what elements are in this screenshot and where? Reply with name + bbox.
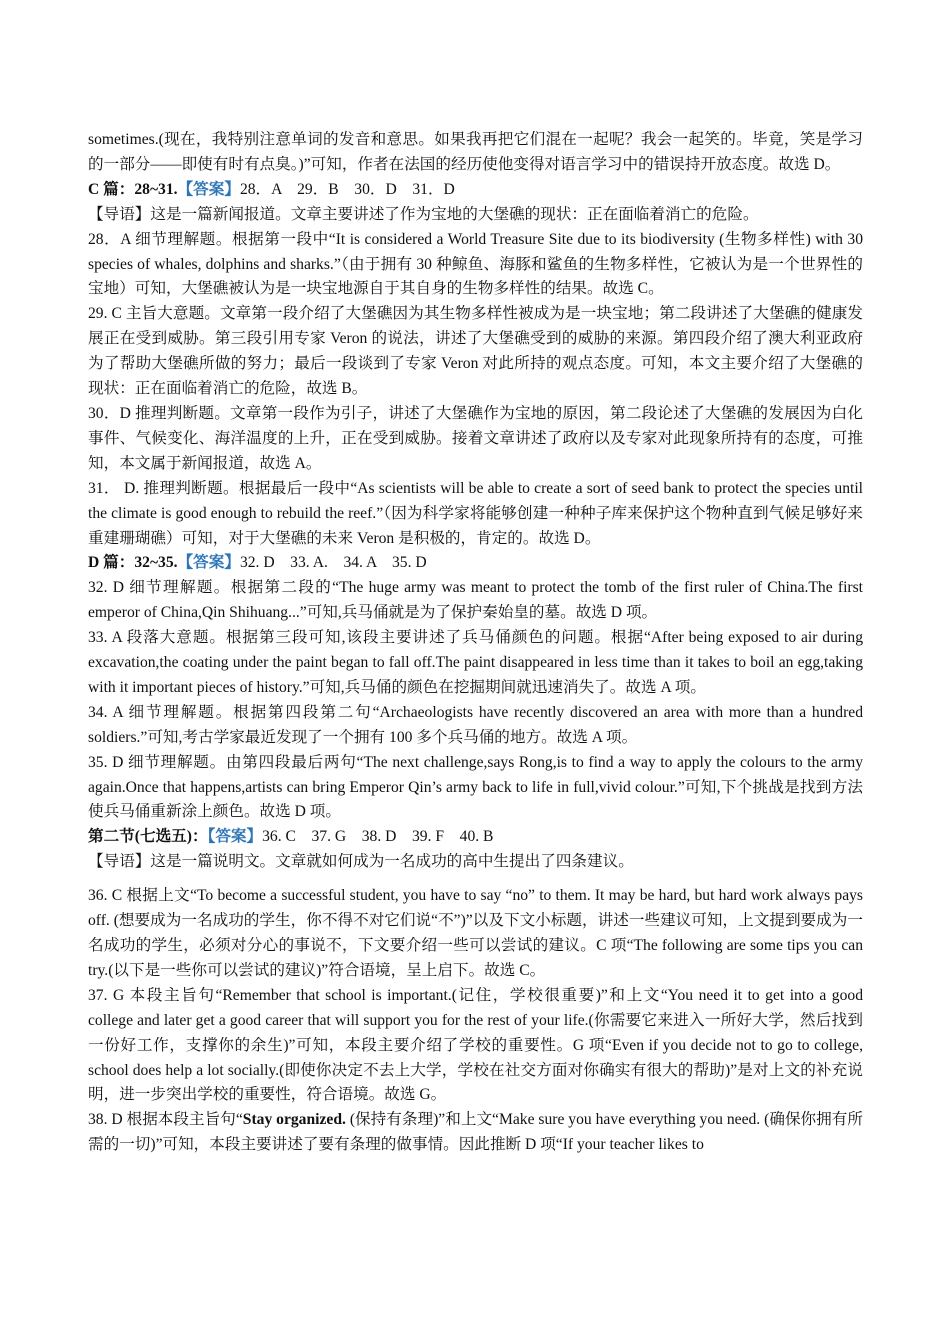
section-c-answer-line: [88, 178, 863, 203]
explanation-37: 37. G 本段主旨句“Remember that school is important.(记住，学校很重要)”和上文“You need it to get into a good college and later get a good career that will support you for the rest of your life.(你需要它来进入一所好大学，然后找到一份好工作，支撑你的余生)”可知，本段主要介绍了学校的重要性。G 项“Even if you decide not to go to college, school does help a lot socially.(即使你决定不去上大学，学校在社交方面对你确实有很大的帮助)”是对上文的补充说明，进一步突出学校的重要性，符合语境。故选 G。: [88, 986, 863, 1104]
section-d-answers: 32. D 33. A. 34. A 35. D: [239, 554, 427, 572]
paragraph-b-tail: sometimes.(现在，我特别注意单词的发音和意思。如果我再把它们混在一起呢？我会一起笑的。毕竟，笑是学习的一部分——即使有时有点臭。)”可知，作者在法国的经历使他变得对语言学习中的错误持开放态度。故选 D。: [88, 131, 863, 173]
answer-tag: 【答案】: [177, 554, 240, 572]
section-d-answer-line: [88, 551, 863, 576]
topic-sentence: Stay organized.: [242, 1111, 346, 1129]
section-2-answers: 36. C 37. G 38. D 39. F 40. B: [262, 828, 494, 846]
section-d-heading: D 篇：32~35.: [88, 554, 178, 572]
spacer: [88, 875, 863, 884]
answer-tag: 【答案】: [207, 828, 263, 846]
answer-tag: 【答案】: [177, 180, 240, 198]
explanation-29: 29. C 主旨大意题。文章第一段介绍了大堡礁因为其生物多样性被成为是一块宝地；第二段讲述了大堡礁的健康发展正在受到威胁。第三段引用专家 Veron 的说法，讲述了大堡礁受到的威胁的来源。第四段介绍了澳大利亚政府为了帮助大堡礁所做的努力；最后一段谈到了专家 Veron 对此所持的观点态度。可知，本文主要介绍了大堡礁的现状：正在面临着消亡的危险，故选 B。: [88, 305, 863, 398]
section-2-heading: 第二节(七选五)：: [88, 828, 208, 846]
explanation-38-start: 38. D 根据本段主旨句“: [88, 1111, 243, 1129]
explanation-35: 35. D 细节理解题。由第四段最后两句“The next challenge,says Rong,is to find a way to apply the colours to the army again.Once that happens,artists can bring Emperor Qin’s army back to life in full,vivid colour.”可知,下个挑战是找到方法使兵马俑重新涂上颜色。故选 D 项。: [88, 753, 863, 821]
explanation-31: 31． D. 推理判断题。根据最后一段中“As scientists will be able to create a sort of seed bank to protect the species until the climate is good enough to rebuild the reef.”（因为科学家将能够创建一种种子库来保护这个物种直到气候足够好来重建珊瑚礁）可知，对于大堡礁的未来 Veron 是积极的，肯定的。故选 D。: [88, 479, 863, 547]
section-c-answers: 28．A 29．B 30．D 31．D: [239, 180, 455, 198]
explanation-30: 30．D 推理判断题。文章第一段作为引子，讲述了大堡礁作为宝地的原因，第二段论述了大堡礁的发展因为白化事件、气候变化、海洋温度的上升，正在受到威胁。接着文章讲述了政府以及专家对此现象所持有的态度，可推知，本文属于新闻报道，故选 A。: [88, 404, 863, 472]
explanation-32: 32. D 细节理解题。根据第二段的“The huge army was meant to protect the tomb of the first ruler of China.The first emperor of China,Qin Shihuang...”可知,兵马俑就是为了保护秦始皇的墓。故选 D 项。: [88, 579, 863, 622]
explanation-38: [88, 1108, 863, 1158]
explanation-38-rest: (保持有条理)”和上文“Make sure you have everything you need. (确保你拥有所需的一切)”可知，本段主要讲述了要有条理的做事情。因此推断 D 项“If your teacher likes to: [88, 1111, 863, 1154]
section-c-intro: 【导语】这是一篇新闻报道。文章主要讲述了作为宝地的大堡礁的现状：正在面临着消亡的危险。: [88, 205, 759, 223]
answer-explanations: [88, 128, 863, 1158]
section-2-intro: 【导语】这是一篇说明文。文章就如何成为一名成功的高中生提出了四条建议。: [88, 853, 634, 871]
explanation-28: 28．A 细节理解题。根据第一段中“It is considered a World Treasure Site due to its biodiversity (生物多样性) with 30 species of whales, dolphins and sharks.”（由于拥有 30 种鲸鱼、海豚和鲨鱼的生物多样性，它被认为是一个世界性的宝地）可知，大堡礁被认为是一块宝地源自于其自身的生物多样性的结果。故选 C。: [88, 230, 863, 298]
section-c-heading: C 篇：28~31.: [88, 180, 178, 198]
explanation-34: 34. A 细节理解题。根据第四段第二句“Archaeologists have recently discovered an area with more than a hundred soldiers.”可知,考古学家最近发现了一个拥有 100 多个兵马俑的地方。故选 A 项。: [88, 703, 863, 746]
explanation-36: 36. C 根据上文“To become a successful student, you have to say “no” to them. It may be hard, but hard work always pays off. (想要成为一名成功的学生，你不得不对它们说“不”)”以及下文小标题，讲述一些建议可知，上文提到要成为一名成功的学生，必须对分心的事说不，下文要介绍一些可以尝试的建议。C 项“The following are some tips you can try.(以下是一些你可以尝试的建议)”符合语境，呈上启下。故选 C。: [88, 887, 863, 979]
explanation-33: 33. A 段落大意题。根据第三段可知,该段主要讲述了兵马俑颜色的问题。根据“After being exposed to air during excavation,the coating under the paint began to fall off.The paint disappeared in less time than it takes to boil an egg,taking with it important pieces of history.”可知,兵马俑的颜色在挖掘期间就迅速消失了。故选 A 项。: [88, 629, 863, 696]
section-2-answer-line: [88, 825, 863, 850]
